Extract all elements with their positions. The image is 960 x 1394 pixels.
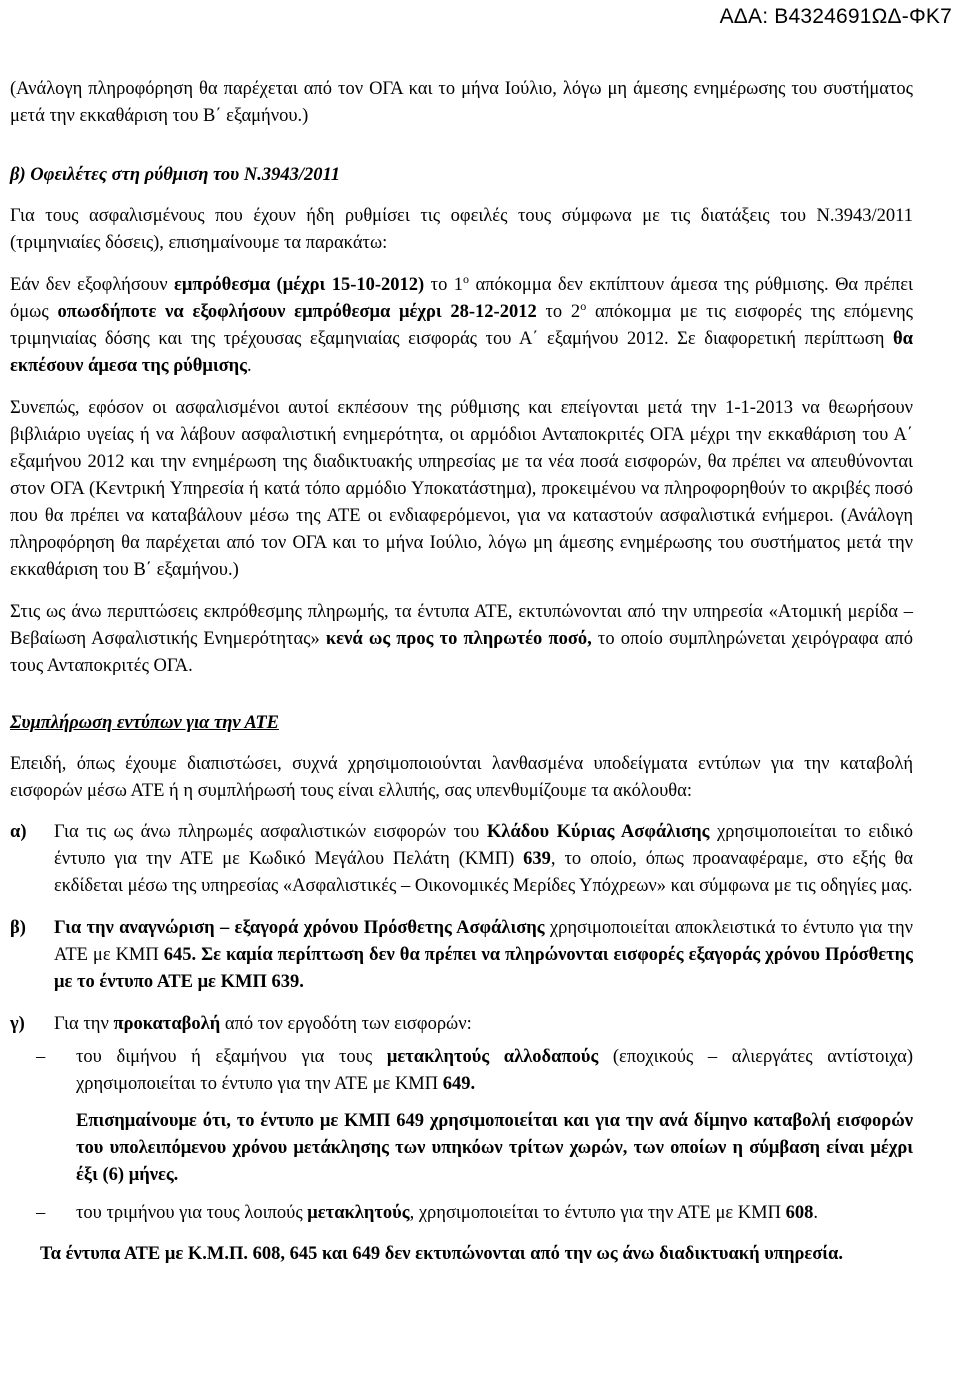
text: χρησιμοποιείται το ειδικό έντυπο για την ΑΤΕ με Κωδικό Μεγάλου Πελάτη (ΚΜΠ) xyxy=(54,822,914,869)
superscript: ο xyxy=(463,271,470,286)
bold-text: 645. Σε καμία περίπτωση δεν θα πρέπει να πληρώνονται εισφορές εξαγοράς χρόνου Πρόσθετης με το έντυπο ΑΤΕ με ΚΜΠ 639. xyxy=(54,945,913,992)
sub-item-seasonal xyxy=(36,1044,913,1098)
paragraph-intro-settlement: Για τους ασφαλισμένους που έχουν ήδη ρυθμίσει τις οφειλές τους σύμφωνα με τις διατάξεις του Ν.3943/2011 (τριμηνιαίες δόσεις), επισημαίνουμε τα παρακάτω: xyxy=(10,206,913,253)
list-item-b xyxy=(10,915,913,996)
document-body xyxy=(10,76,913,1268)
text: χρησιμοποιείται αποκλειστικά το έντυπο για την ΑΤΕ με ΚΜΠ xyxy=(54,918,913,965)
text: (εποχικούς – αλιεργάτες αντίστοιχα) χρησιμοποιείται το έντυπο για την ΑΤΕ με ΚΜΠ xyxy=(76,1047,913,1094)
bold-text: εμπρόθεσμα (μέχρι 15-10-2012) xyxy=(174,275,425,295)
paragraph-deadlines xyxy=(10,272,913,380)
paragraph-late-payment xyxy=(10,599,913,680)
bold-text: θα εκπέσουν άμεσα της ρύθμισης xyxy=(10,329,913,376)
paragraph-consequences: Συνεπώς, εφόσον οι ασφαλισμένοι αυτοί εκπέσουν της ρύθμισης και επείγονται μετά την 1-1-2013 να θεωρήσουν βιβλιάριο υγείας ή να λάβουν ασφαλιστική ενημερότητα, οι αρμόδιοι Ανταποκριτές ΟΓΑ μέχρι την εκκαθάριση του Α΄ εξαμήνου 2012 και την ενημέρωση της διαδικτυακής υπηρεσίας με τα νέα ποσά εισφορών, θα πρέπει να απευθύνονται στον ΟΓΑ (Κεντρική Υπηρεσία ή κατά τόπο αρμόδιο Υποκατάστημα), προκειμένου να πληροφορηθούν το ακριβές ποσό που θα πρέπει να καταβάλουν μέσω της ΑΤΕ οι ενδιαφερόμενοι, για να καταστούν ασφαλιστικά ενήμεροι. (Ανάλογη πληροφόρηση θα παρέχεται από τον ΟΓΑ και το μήνα Ιούλιο, λόγω μη άμεσης ενημέρωσης του συστήματος μετά την εκκαθάριση του Β΄ εξαμήνου.) xyxy=(10,398,913,580)
sub-item-body xyxy=(76,1044,913,1098)
text: , το οποίο, όπως προαναφέραμε, στο εξής θα εκδίδεται μέσω της υπηρεσίας «Ασφαλιστικές – Οικονομικές Μερίδες Υπόχρεων» και σύμφωνα με τις οδηγίες μας. xyxy=(54,849,913,896)
heading-text: Συμπλήρωση εντύπων για την ΑΤΕ xyxy=(10,713,279,733)
paragraph-final-note: Τα έντυπα ΑΤΕ με Κ.Μ.Π. 608, 645 και 649 δεν εκτυπώνονται από την ως άνω διαδικτυακή υπηρεσία. xyxy=(40,1244,843,1264)
list-item-body xyxy=(54,819,913,900)
ada-code: ΑΔΑ: Β4324691ΩΔ-ΦΚ7 xyxy=(719,5,952,28)
bold-text: μετακλητούς αλλοδαπούς xyxy=(386,1047,599,1067)
bold-text: 639 xyxy=(523,849,551,869)
text: . xyxy=(246,356,252,376)
text: το 2 xyxy=(536,302,581,322)
text: το 1 xyxy=(424,275,464,295)
bold-text: οπωσδήποτε να εξοφλήσουν εμπρόθεσμα μέχρι 28-12-2012 xyxy=(57,302,537,322)
bold-text: μετακλητούς xyxy=(307,1203,410,1223)
text: , χρησιμοποιείται το έντυπο για την ΑΤΕ με ΚΜΠ xyxy=(409,1203,786,1223)
bold-text: προκαταβολή xyxy=(113,1014,221,1034)
text: του διμήνου ή εξαμήνου για τους xyxy=(76,1047,387,1067)
text: Για την xyxy=(54,1014,114,1034)
paragraph-forms-intro: Επειδή, όπως έχουμε διαπιστώσει, συχνά χρησιμοποιούνται λανθασμένα υποδείγματα εντύπων για την καταβολή εισφορών μέσω ΑΤΕ ή η συμπλήρωσή τους είναι ελλιπής, σας υπενθυμίζουμε τα ακόλουθα: xyxy=(10,754,913,801)
sub-item-body xyxy=(76,1200,913,1227)
bold-text: Κλάδου Κύριας Ασφάλισης xyxy=(486,822,710,842)
text: από τον εργοδότη των εισφορών: xyxy=(220,1014,472,1034)
list-label: γ) xyxy=(10,1014,25,1034)
bold-text: κενά ως προς το πληρωτέο ποσό, xyxy=(325,629,592,649)
text: . xyxy=(813,1203,818,1223)
list-item-a xyxy=(10,819,913,900)
section-forms-heading xyxy=(10,710,913,737)
text: Για τις ως άνω πληρωμές ασφαλιστικών εισφορών του xyxy=(54,822,487,842)
bold-text: Για την αναγνώριση – εξαγορά χρόνου Πρόσθετης Ασφάλισης xyxy=(54,918,545,938)
text: Στις ως άνω περιπτώσεις εκπρόθεσμης πληρωμής, τα έντυπα ΑΤΕ, εκτυπώνονται από την υπηρεσία «Ατομική μερίδα – Βεβαίωση Ασφαλιστικής Ενημερότητας» xyxy=(10,602,913,649)
list-item-body xyxy=(54,1011,913,1038)
section-b-title: β) Οφειλέτες στη ρύθμιση του Ν.3943/2011 xyxy=(10,165,340,185)
superscript: ο xyxy=(580,298,587,313)
list-item-c xyxy=(10,1011,913,1038)
text: του τριμήνου για τους λοιπούς xyxy=(76,1203,308,1223)
bold-text: 649. xyxy=(442,1074,476,1094)
text: απόκομμα με τις εισφορές της επόμενης τριμηνιαίας δόσης και της τρέχουσας εξαμηνιαίας εισφοράς του Α΄ εξαμήνου 2012. Σε διαφορετική περίπτωση xyxy=(10,302,914,349)
bold-text: 608 xyxy=(785,1203,814,1223)
note-kmp-649: Επισημαίνουμε ότι, το έντυπο με ΚΜΠ 649 χρησιμοποιείται και για την ανά δίμηνο καταβολή εισφορών του υπολειπόμενου χρόνου μετάκλησης των υπηκόων τρίτων χωρών, των οποίων η σύμβαση είναι μέχρι έξι (6) μήνες. xyxy=(76,1111,913,1185)
list-item-body xyxy=(54,915,913,996)
paragraph-info-note: (Ανάλογη πληροφόρηση θα παρέχεται από τον ΟΓΑ και το μήνα Ιούλιο, λόγω μη άμεσης ενημέρωσης του συστήματος μετά την εκκαθάριση του Β΄ εξαμήνου.) xyxy=(10,79,913,126)
list-label: β) xyxy=(10,918,26,938)
list-label: α) xyxy=(10,822,27,842)
text: Εάν δεν εξοφλήσουν xyxy=(10,275,174,295)
text: απόκομμα δεν εκπίπτουν άμεσα της ρύθμισης. Θα πρέπει όμως xyxy=(10,275,913,322)
dash-mark: – xyxy=(36,1203,46,1223)
dash-mark: – xyxy=(36,1047,46,1067)
text: το οποίο συμπληρώνεται χειρόγραφα από τους Ανταποκριτές ΟΓΑ. xyxy=(10,629,913,676)
sub-item-other xyxy=(36,1200,913,1227)
